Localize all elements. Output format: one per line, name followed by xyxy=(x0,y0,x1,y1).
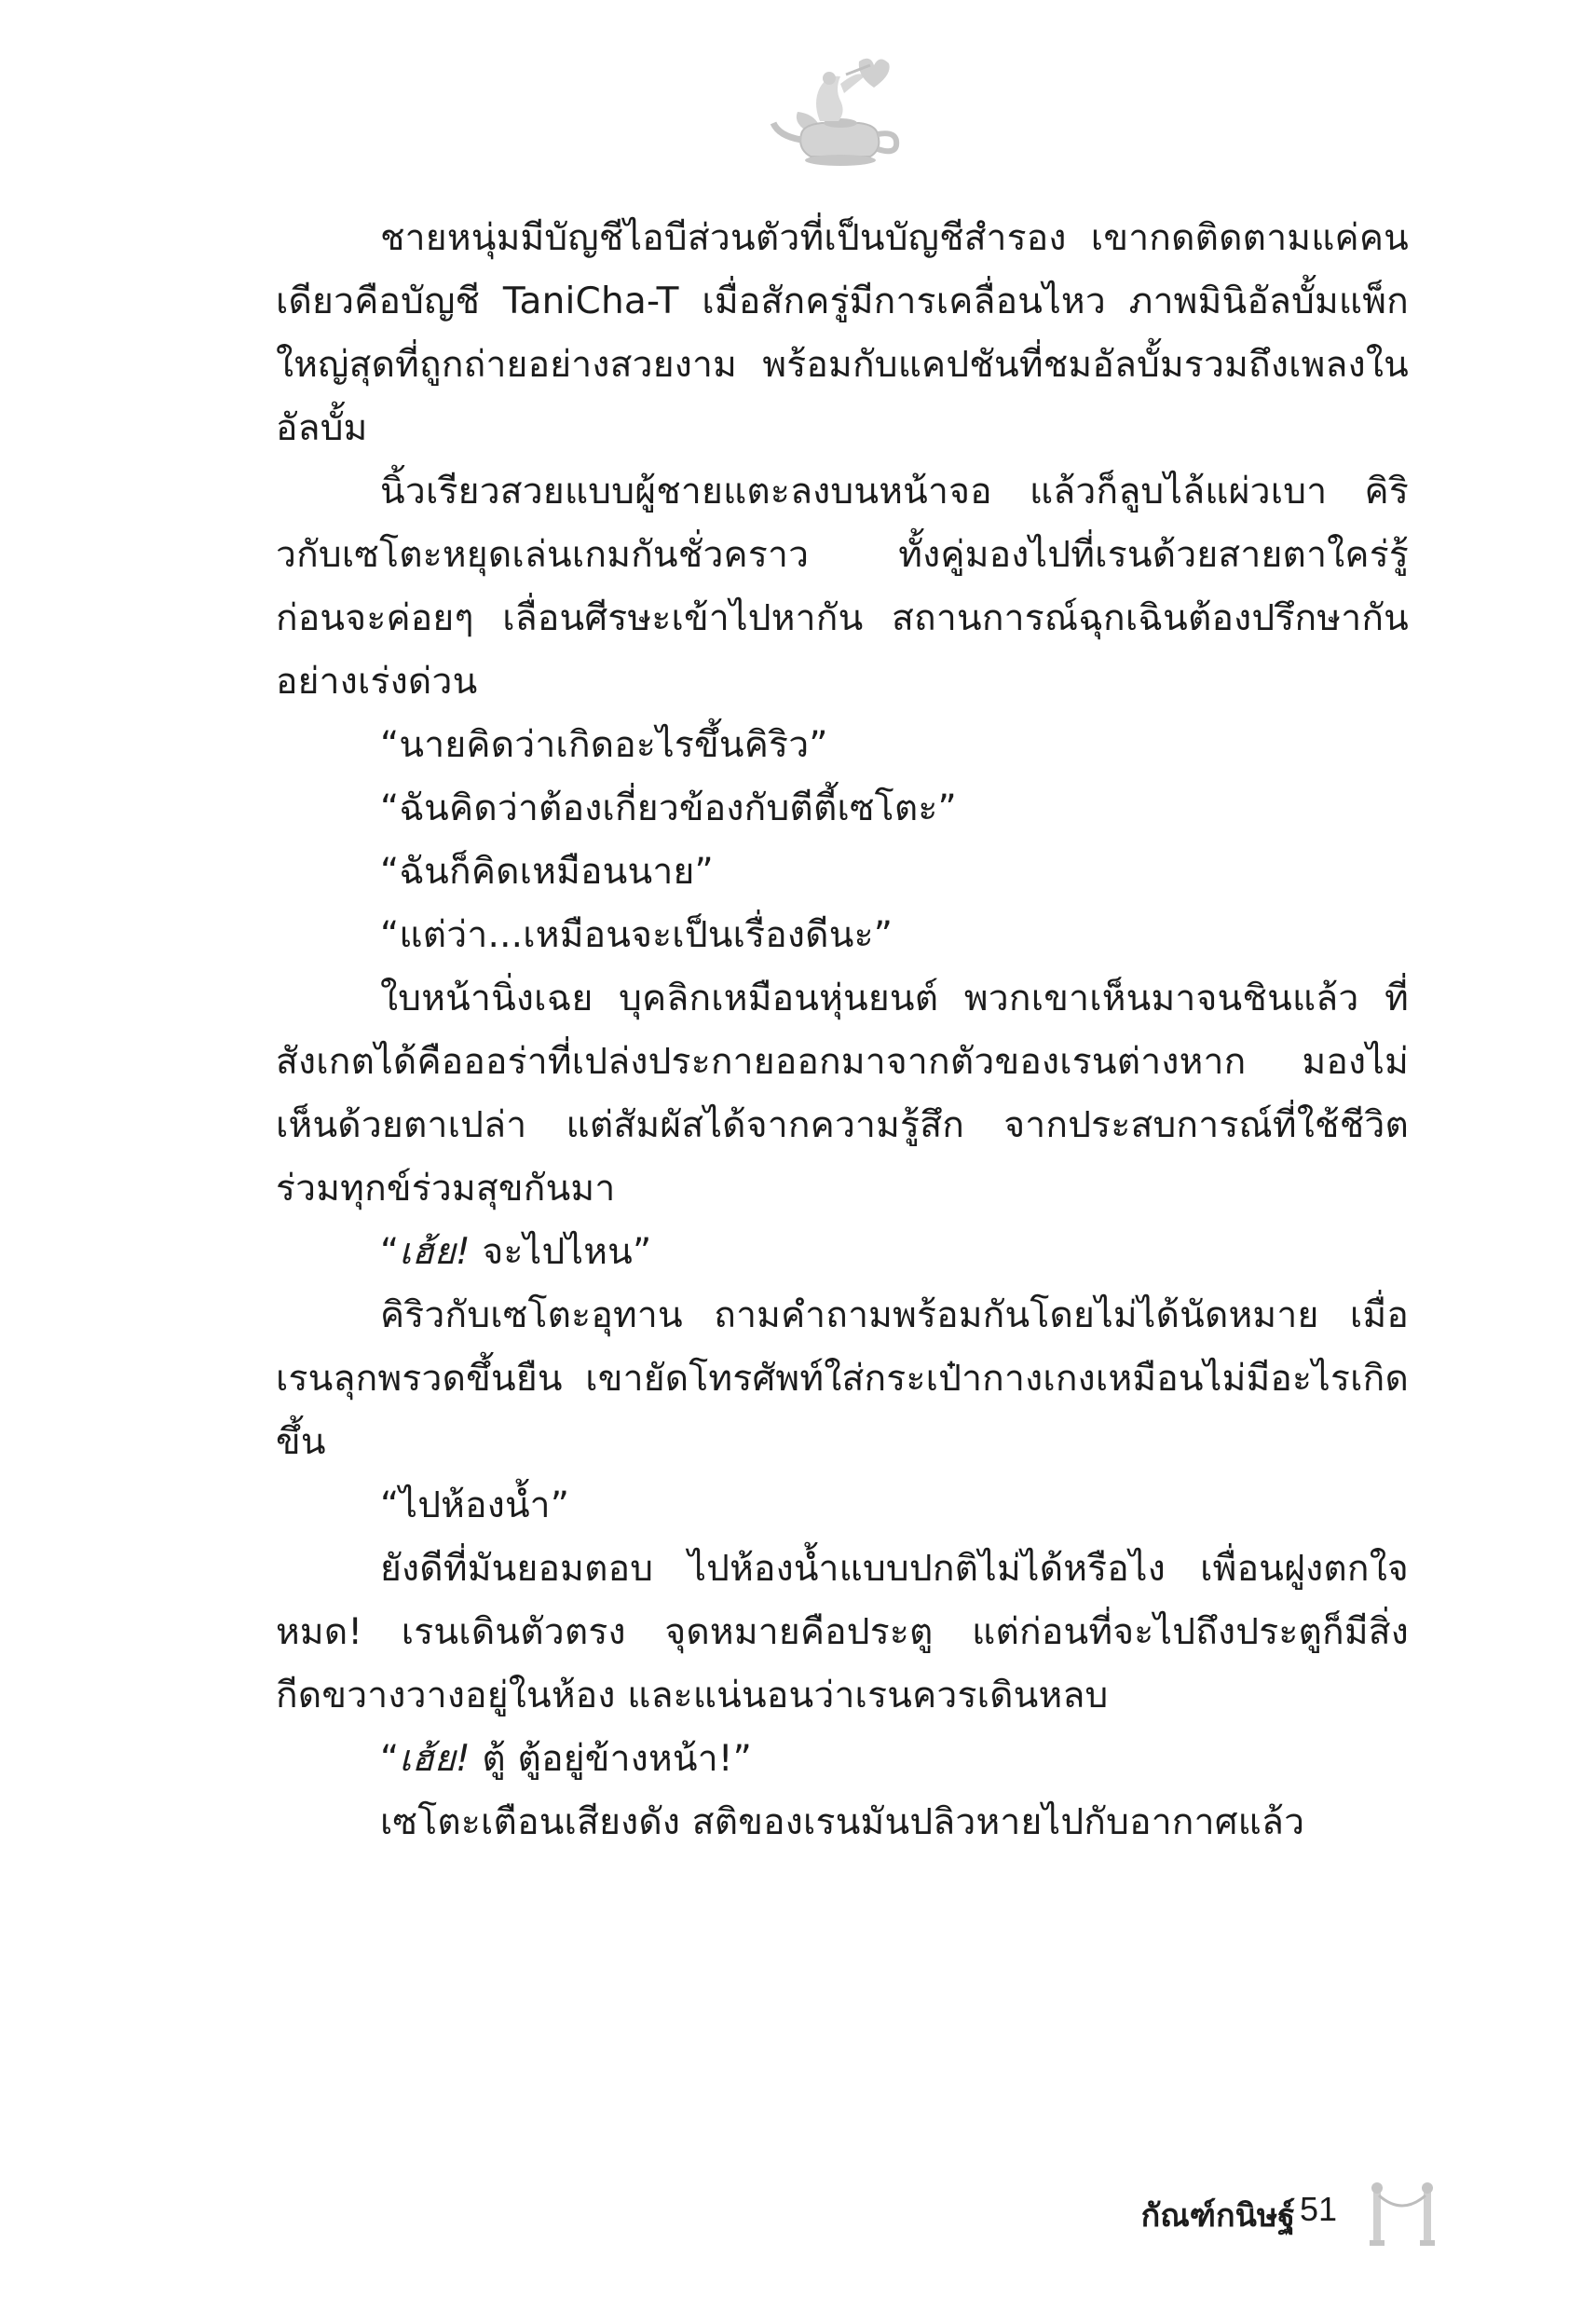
dialogue-line: “ฉันก็คิดเหมือนนาย” xyxy=(380,851,714,893)
paragraph: ชายหนุ่มมีบัญชีไอบีส่วนตัวที่เป็นบัญชีสำรอง เขากดติดตามแค่คนเดียวคือบัญชี TaniCha-T เมื่อสักครู่มีการเคลื่อนไหว ภาพมินิอัลบั้มแพ็กใหญ่สุดที่ถูกถ่ายอย่างสวยงาม พร้อมกับแคปชันที่ชมอัลบั้มรวมถึงเพลงในอัลบั้ม xyxy=(276,217,1409,449)
page-number: 51 xyxy=(1299,2190,1337,2228)
quote-open: “ xyxy=(380,1738,400,1780)
paragraph: ยังดีที่มันยอมตอบ ไปห้องน้ำแบบปกติไม่ได้หรือไง เพื่อนฝูงตกใจหมด! เรนเดินตัวตรง จุดหมายคือประตู แต่ก่อนที่จะไปถึงประตูก็มีสิ่งกีดขวางวางอยู่ในห้อง และแน่นอนว่าเรนควรเดินหลบ xyxy=(276,1548,1409,1716)
body-text xyxy=(276,207,1409,1854)
rope-barrier-icon xyxy=(1370,2179,1435,2253)
dialogue-line xyxy=(276,1728,1409,1791)
dialogue-line: “แต่ว่า...เหมือนจะเป็นเรื่องดีนะ” xyxy=(380,914,893,956)
book-title: กัณฑ์กนิษฐ์ xyxy=(1140,2197,1295,2235)
dialogue-line: “ไปห้องน้ำ” xyxy=(380,1484,570,1526)
exclamation: เฮ้ย! xyxy=(399,1738,471,1780)
exclamation: เฮ้ย! xyxy=(399,1231,471,1273)
dialogue-line: “นายคิดว่าเกิดอะไรขึ้นคิริว” xyxy=(380,724,828,766)
paragraph: คิริวกับเซโตะอุทาน ถามคำถามพร้อมกันโดยไม่ได้นัดหมาย เมื่อเรนลุกพรวดขึ้นยืน เขายัดโทรศัพท์ใส่กระเป๋ากางเกงเหมือนไม่มีอะไรเกิดขึ้น xyxy=(276,1294,1409,1463)
dialogue-line xyxy=(276,1221,1409,1284)
paragraph: นิ้วเรียวสวยแบบผู้ชายแตะลงบนหน้าจอ แล้วก็ลูบไล้แผ่วเบา คิริวกับเซโตะหยุดเล่นเกมกันชั่วคราว ทั้งคู่มองไปที่เรนด้วยสายตาใคร่รู้ ก่อนจะค่อยๆ เลื่อนศีรษะเข้าไปหากัน สถานการณ์ฉุกเฉินต้องปรึกษากันอย่างเร่งด่วน xyxy=(276,471,1409,703)
teapot-ornament-icon xyxy=(766,56,906,177)
dialogue-line: “ฉันคิดว่าต้องเกี่ยวข้องกับตีตี้เซโตะ” xyxy=(380,787,957,829)
paragraph: เซโตะเตือนเสียงดัง สติของเรนมันปลิวหายไปกับอากาศแล้ว xyxy=(380,1801,1305,1843)
quote-rest: จะไปไหน” xyxy=(470,1231,652,1273)
paragraph: ใบหน้านิ่งเฉย บุคลิกเหมือนหุ่นยนต์ พวกเขาเห็นมาจนชินแล้ว ที่สังเกตได้คือออร่าที่เปล่งประกายออกมาจากตัวของเรนต่างหาก มองไม่เห็นด้วยตาเปล่า แต่สัมผัสได้จากความรู้สึก จากประสบการณ์ที่ใช้ชีวิตร่วมทุกข์ร่วมสุขกันมา xyxy=(276,978,1409,1210)
quote-open: “ xyxy=(380,1231,400,1273)
page-footer xyxy=(1006,2179,1435,2263)
quote-rest: ตู้ ตู้อยู่ข้างหน้า!” xyxy=(470,1738,753,1780)
